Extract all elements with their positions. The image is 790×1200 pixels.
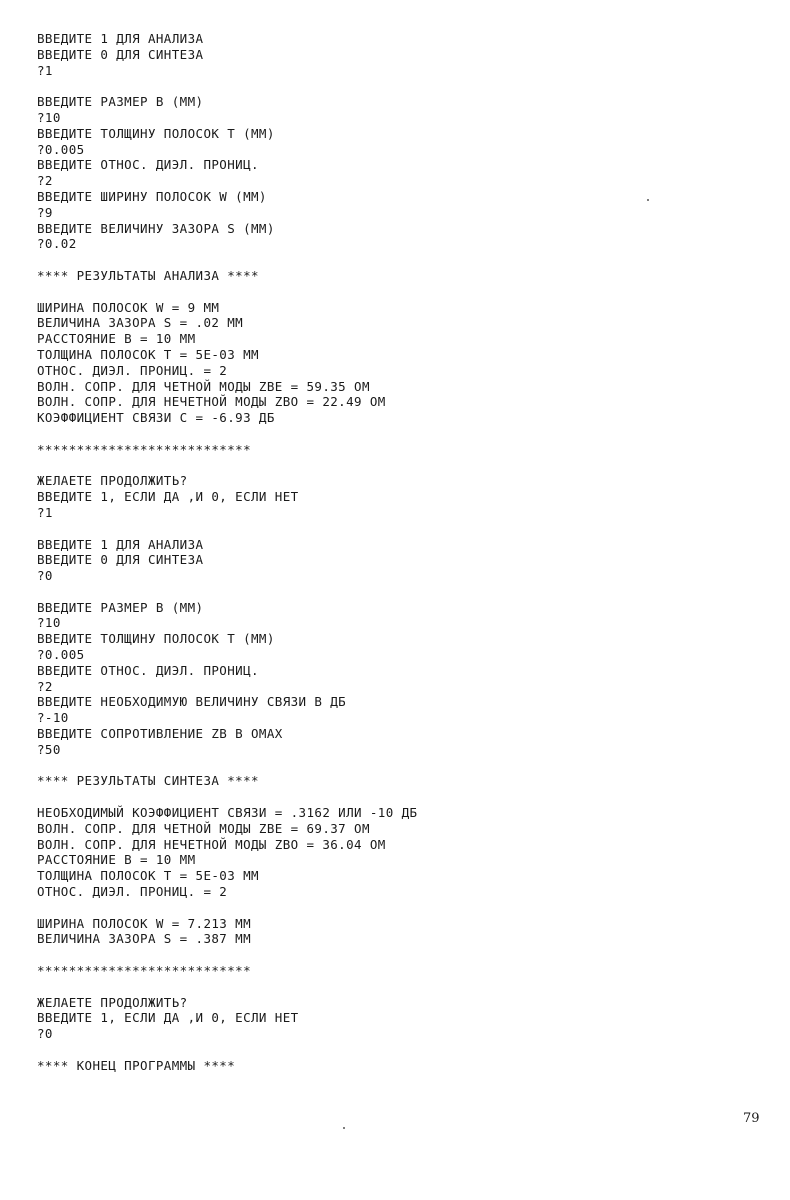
output-line: КОЭФФИЦИЕНТ СВЯЗИ C = -6.93 ДБ <box>37 410 275 426</box>
output-line: **** КОНЕЦ ПРОГРАММЫ **** <box>37 1057 236 1073</box>
output-line: ВВЕДИТЕ РАЗМЕР B (ММ) <box>37 599 204 615</box>
output-line: ВВЕДИТЕ 0 ДЛЯ СИНТЕЗА <box>37 46 204 62</box>
output-line: ВОЛН. СОПР. ДЛЯ НЕЧЕТНОЙ МОДЫ ZBO = 22.49 ОМ <box>37 394 386 410</box>
blank-line <box>37 758 737 774</box>
output-line: ОТНОС. ДИЭЛ. ПРОНИЦ. = 2 <box>37 362 228 378</box>
output-line: ВВЕДИТЕ 1 ДЛЯ АНАЛИЗА <box>37 31 204 46</box>
blank-line <box>37 1042 737 1058</box>
output-line: ВВЕДИТЕ ТОЛЩИНУ ПОЛОСОК T (ММ) <box>37 125 275 141</box>
output-line: РАССТОЯНИЕ B = 10 ММ <box>37 331 196 347</box>
output-line: ?1 <box>37 62 53 78</box>
program-output-listing <box>37 31 737 1074</box>
scan-speck <box>647 199 649 201</box>
output-line: ВОЛН. СОПР. ДЛЯ ЧЕТНОЙ МОДЫ ZBE = 69.37 ОМ <box>37 820 370 836</box>
output-line: **** РЕЗУЛЬТАТЫ АНАЛИЗА **** <box>37 267 259 283</box>
output-line: ЖЕЛАЕТЕ ПРОДОЛЖИТЬ? <box>37 473 188 489</box>
output-line: ВОЛН. СОПР. ДЛЯ НЕЧЕТНОЙ МОДЫ ZBO = 36.04 ОМ <box>37 836 386 852</box>
output-line: ?9 <box>37 204 53 220</box>
output-line: ?1 <box>37 504 53 520</box>
output-line: НЕОБХОДИМЫЙ КОЭФФИЦИЕНТ СВЯЗИ = .3162 ИЛИ -10 ДБ <box>37 805 418 821</box>
output-line: ?0.005 <box>37 141 85 157</box>
output-line: ВВЕДИТЕ ШИРИНУ ПОЛОСОК W (ММ) <box>37 188 267 204</box>
blank-line <box>37 426 737 442</box>
output-line: ВВЕДИТЕ 1 ДЛЯ АНАЛИЗА <box>37 536 204 552</box>
blank-line <box>37 979 737 995</box>
output-line: *************************** <box>37 963 251 979</box>
output-line: ОТНОС. ДИЭЛ. ПРОНИЦ. = 2 <box>37 884 228 900</box>
output-line: ВЕЛИЧИНА ЗАЗОРА S = .387 ММ <box>37 931 251 947</box>
output-line: ВВЕДИТЕ 1, ЕСЛИ ДА ,И 0, ЕСЛИ НЕТ <box>37 1010 299 1026</box>
output-line: ВВЕДИТЕ ТОЛЩИНУ ПОЛОСОК T (ММ) <box>37 631 275 647</box>
output-line: ВВЕДИТЕ 0 ДЛЯ СИНТЕЗА <box>37 552 204 568</box>
output-line: ВВЕДИТЕ НЕОБХОДИМУЮ ВЕЛИЧИНУ СВЯЗИ В ДБ <box>37 694 347 710</box>
output-line: ВВЕДИТЕ ОТНОС. ДИЭЛ. ПРОНИЦ. <box>37 157 259 173</box>
output-line: ВВЕДИТЕ РАЗМЕР B (ММ) <box>37 94 204 110</box>
output-line: ВВЕДИТЕ ВЕЛИЧИНУ ЗАЗОРА S (ММ) <box>37 220 275 236</box>
output-line: ШИРИНА ПОЛОСОК W = 9 ММ <box>37 299 220 315</box>
blank-line <box>37 78 737 94</box>
blank-line <box>37 252 737 268</box>
blank-line <box>37 789 737 805</box>
output-line: ВВЕДИТЕ СОПРОТИВЛЕНИЕ ZB В ОМАХ <box>37 726 283 742</box>
output-line: ?2 <box>37 173 53 189</box>
output-line: ВВЕДИТЕ 1, ЕСЛИ ДА ,И 0, ЕСЛИ НЕТ <box>37 489 299 505</box>
blank-line <box>37 900 737 916</box>
output-line: ?0.02 <box>37 236 77 252</box>
output-line: ?0 <box>37 1026 53 1042</box>
output-line: ШИРИНА ПОЛОСОК W = 7.213 ММ <box>37 915 251 931</box>
output-line: *************************** <box>37 441 251 457</box>
blank-line <box>37 947 737 963</box>
output-line: РАССТОЯНИЕ B = 10 ММ <box>37 852 196 868</box>
output-line: ВЕЛИЧИНА ЗАЗОРА S = .02 ММ <box>37 315 244 331</box>
blank-line <box>37 584 737 600</box>
blank-line <box>37 458 737 474</box>
output-line: ?50 <box>37 741 61 757</box>
output-line: ВВЕДИТЕ ОТНОС. ДИЭЛ. ПРОНИЦ. <box>37 662 259 678</box>
output-line: ?0.005 <box>37 647 85 663</box>
output-line: ?0 <box>37 568 53 584</box>
output-line: ТОЛЩИНА ПОЛОСОК T = 5E-03 ММ <box>37 868 259 884</box>
output-line: ЖЕЛАЕТЕ ПРОДОЛЖИТЬ? <box>37 994 188 1010</box>
blank-line <box>37 284 737 300</box>
output-line: ?-10 <box>37 710 69 726</box>
scan-speck <box>343 1127 345 1129</box>
output-line: ТОЛЩИНА ПОЛОСОК T = 5E-03 ММ <box>37 346 259 362</box>
output-line: ВОЛН. СОПР. ДЛЯ ЧЕТНОЙ МОДЫ ZBE = 59.35 ОМ <box>37 378 370 394</box>
output-line: ?10 <box>37 615 61 631</box>
output-line: ?2 <box>37 678 53 694</box>
output-line: ?10 <box>37 109 61 125</box>
output-line: **** РЕЗУЛЬТАТЫ СИНТЕЗА **** <box>37 773 259 789</box>
blank-line <box>37 521 737 537</box>
page-number: 79 <box>743 1111 760 1126</box>
